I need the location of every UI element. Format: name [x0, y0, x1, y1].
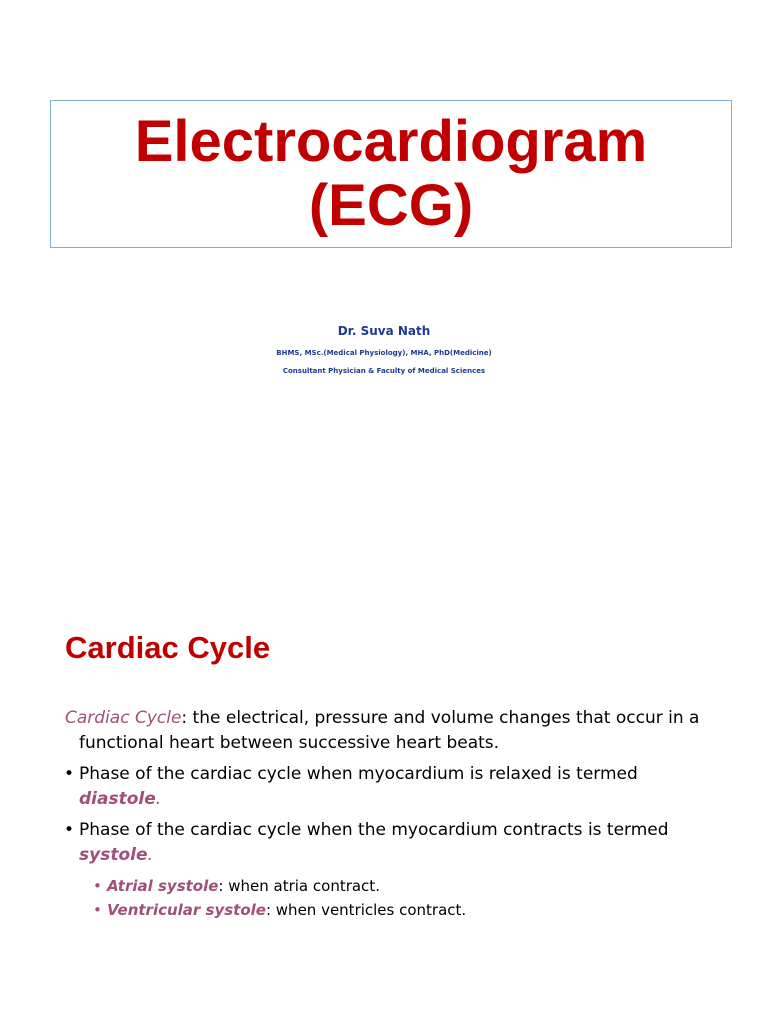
sub-2-term: Ventricular systole — [107, 901, 266, 919]
title-line-1: Electrocardiogram — [134, 109, 648, 174]
bullet-diastole — [65, 762, 715, 812]
sub-1-text: : when atria contract. — [218, 877, 380, 895]
definition-term: Cardiac Cycle — [65, 708, 182, 728]
author-role: Consultant Physician & Faculty of Medical Sciences — [282, 367, 486, 375]
bullet-1-text: Phase of the cardiac cycle when myocardium is relaxed is termed — [79, 764, 638, 784]
definition-text: : the electrical, pressure and volume changes that occur in a functional heart between successive heart beats. — [79, 708, 700, 753]
bullet-systole — [65, 818, 715, 868]
sub-bullet-ventricular — [93, 898, 715, 922]
sub-2-text: : when ventricles contract. — [265, 901, 467, 919]
bullet-2-text: Phase of the cardiac cycle when the myocardium contracts is termed — [79, 820, 669, 840]
author-name: Dr. Suva Nath — [337, 324, 431, 338]
slide-heading: Cardiac Cycle — [65, 630, 271, 665]
slide-body — [65, 706, 715, 922]
sub-bullet-atrial — [93, 874, 715, 898]
sub-1-term: Atrial systole — [107, 877, 219, 895]
author-block — [0, 324, 768, 375]
bullet-2-term: systole — [79, 845, 148, 865]
bullet-1-term: diastole — [79, 789, 156, 809]
title-line-2: (ECG) — [308, 173, 474, 238]
cardiac-cycle-slide — [0, 560, 768, 1024]
author-qualifications: BHMS, MSc.(Medical Physiology), MHA, PhD(Medicine) — [276, 349, 492, 357]
bullet-1-end: . — [155, 789, 162, 809]
bullet-2-end: . — [147, 845, 153, 865]
definition-paragraph — [65, 706, 715, 756]
sub-bullet-dot: • — [93, 877, 102, 895]
sub-bullet-dot: • — [93, 901, 102, 919]
title-box — [50, 100, 732, 248]
